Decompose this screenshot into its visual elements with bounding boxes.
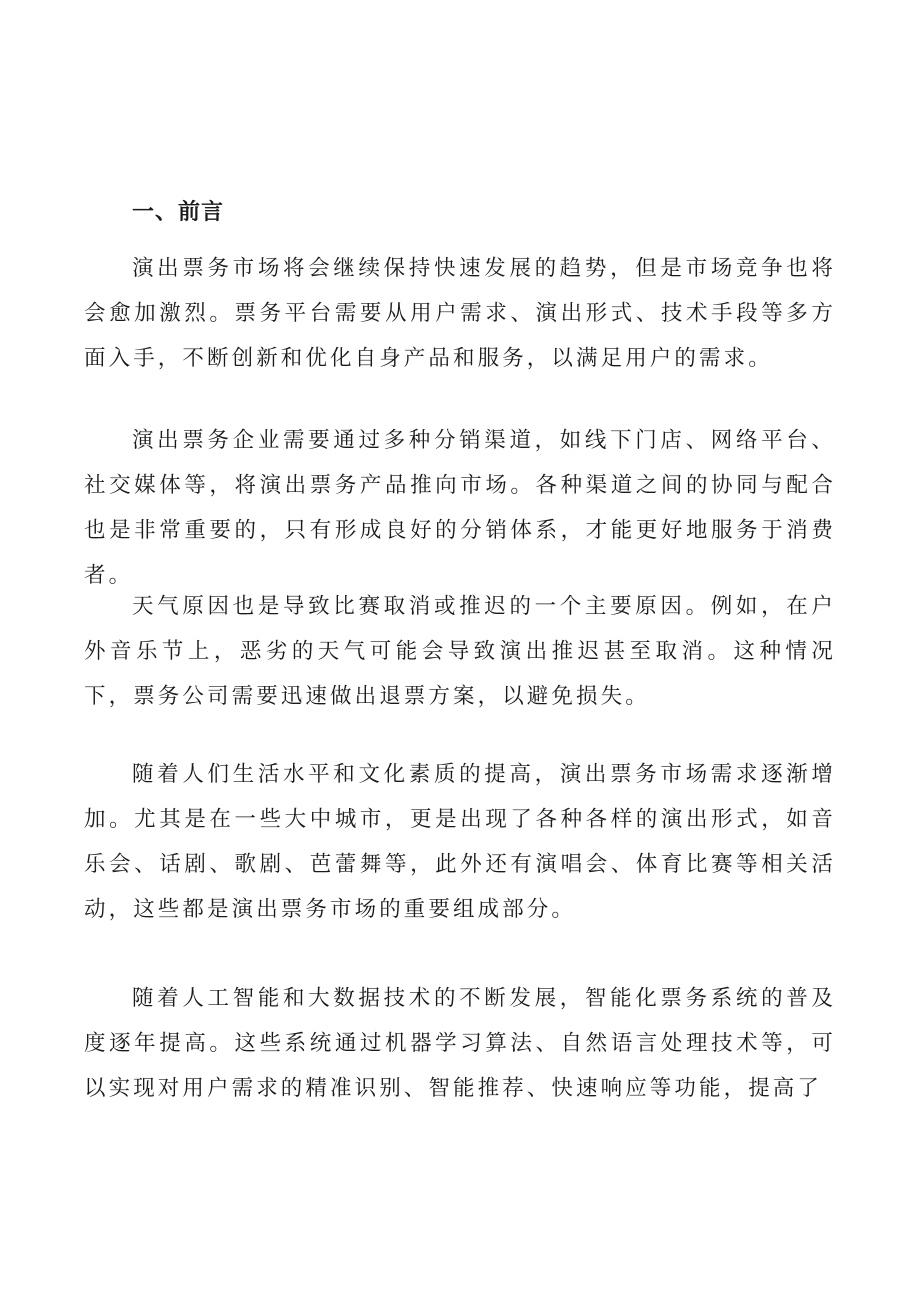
paragraph-distribution-channels: 演出票务企业需要通过多种分销渠道，如线下门店、网络平台、社交媒体等，将演出票务产品推向市场。各种渠道之间的协同与配合也是非常重要的，只有形成良好的分销体系，才能更好地服务于消费者。 bbox=[84, 428, 836, 588]
paragraph-market-trend: 演出票务市场将会继续保持快速发展的趋势，但是市场竞争也将会愈加激烈。票务平台需要从用户需求、演出形式、技术手段等多方面入手，不断创新和优化自身产品和服务，以满足用户的需求。 bbox=[84, 256, 836, 371]
paragraph-smart-ticketing: 随着人工智能和大数据技术的不断发展，智能化票务系统的普及度逐年提高。这些系统通过机器学习算法、自然语言处理技术等，可以实现对用户需求的精准识别、智能推荐、快速响应等功能，提高了 bbox=[84, 986, 836, 1101]
paragraph-demand-growth: 随着人们生活水平和文化素质的提高，演出票务市场需求逐渐增加。尤其是在一些大中城市，更是出现了各种各样的演出形式，如音乐会、话剧、歌剧、芭蕾舞等，此外还有演唱会、体育比赛等相关活动，这些都是演出票务市场的重要组成部分。 bbox=[84, 762, 836, 922]
section-heading: 一、前言 bbox=[132, 200, 225, 225]
paragraph-weather-risk: 天气原因也是导致比赛取消或推迟的一个主要原因。例如，在户外音乐节上，恶劣的天气可能会导致演出推迟甚至取消。这种情况下，票务公司需要迅速做出退票方案，以避免损失。 bbox=[84, 594, 836, 709]
